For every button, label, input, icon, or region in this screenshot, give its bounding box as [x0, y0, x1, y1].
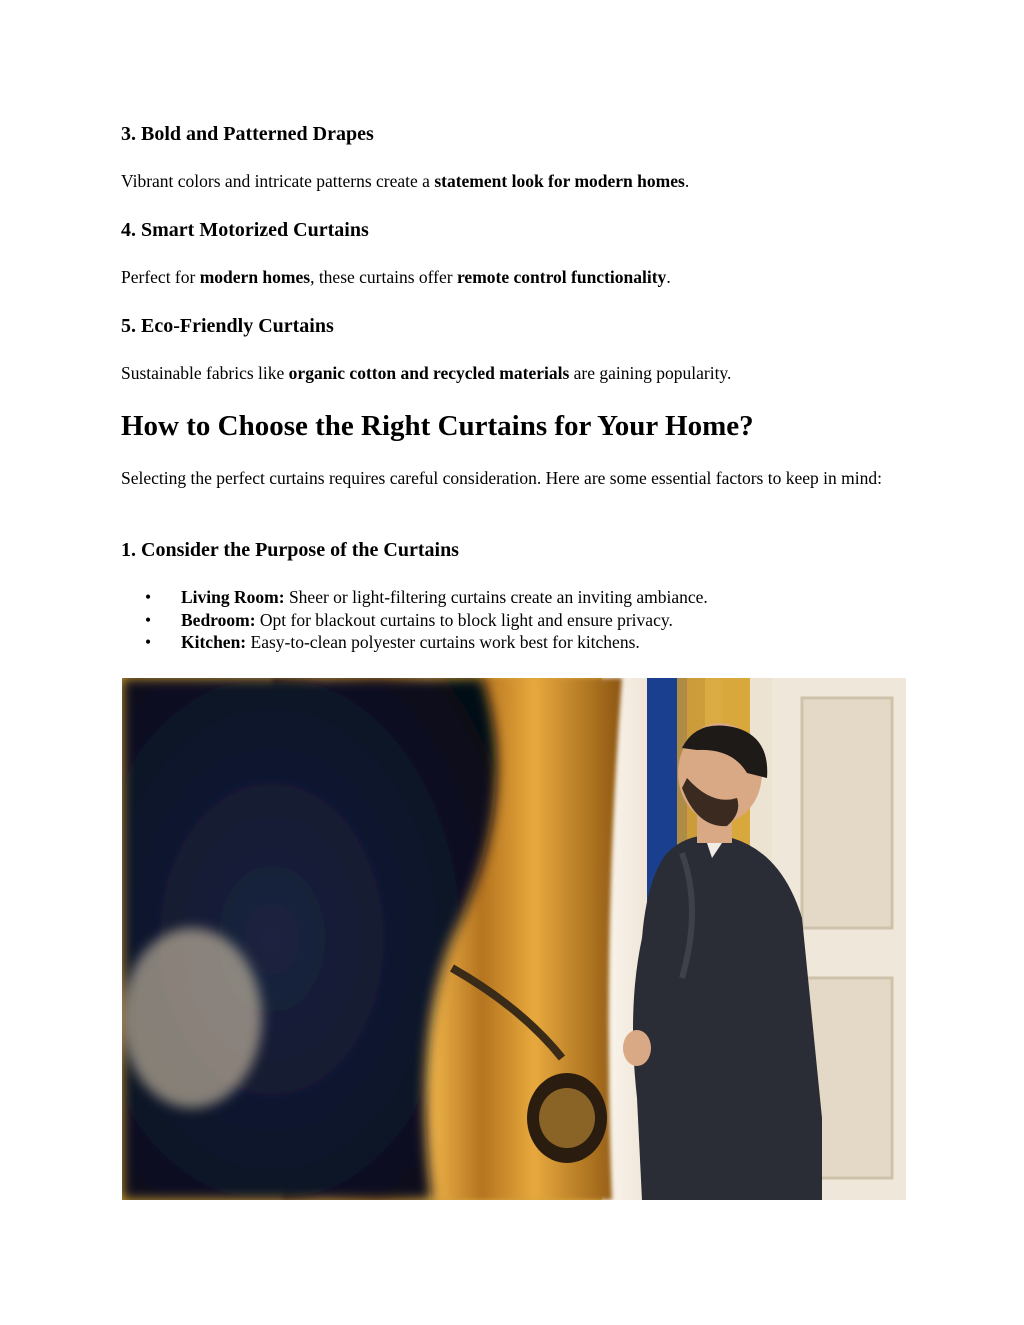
- item-text: Sheer or light-filtering curtains create an inviting ambiance.: [284, 587, 708, 607]
- bold-text: organic cotton and recycled materials: [288, 363, 570, 383]
- curtain-photo-illustration: [122, 678, 906, 1200]
- bullet-icon: •: [145, 609, 152, 630]
- bold-text: statement look for modern homes: [434, 171, 685, 191]
- heading-purpose: 1. Consider the Purpose of the Curtains: [121, 539, 459, 561]
- item-label: Living Room:: [181, 587, 285, 607]
- text-segment: .: [684, 171, 690, 191]
- section-title: How to Choose the Right Curtains for Your Home?: [121, 410, 754, 442]
- text-segment: Sustainable fabrics like: [121, 363, 289, 383]
- heading-smart-curtains: 4. Smart Motorized Curtains: [121, 219, 369, 241]
- text-segment: , these curtains offer: [310, 267, 457, 287]
- text-segment: Vibrant colors and intricate patterns create a: [121, 171, 435, 191]
- curtain-photo: [122, 678, 906, 1200]
- bold-text: remote control functionality: [456, 267, 667, 287]
- list-item: [121, 609, 708, 632]
- bold-text: modern homes: [199, 267, 311, 287]
- heading-eco-curtains: 5. Eco-Friendly Curtains: [121, 315, 334, 337]
- text-segment: .: [666, 267, 671, 287]
- item-label: Bedroom:: [181, 609, 256, 630]
- heading-bold-drapes: 3. Bold and Patterned Drapes: [121, 123, 374, 145]
- purpose-list: [121, 586, 708, 654]
- paragraph-bold-drapes: [121, 170, 891, 192]
- bullet-icon: •: [145, 587, 152, 607]
- text-segment: Perfect for: [121, 267, 200, 287]
- paragraph-eco-curtains: [121, 362, 891, 384]
- item-label: Kitchen:: [181, 632, 247, 652]
- list-item: [121, 586, 708, 609]
- item-text: Opt for blackout curtains to block light and ensure privacy.: [255, 609, 673, 630]
- list-item: [121, 631, 708, 654]
- item-text: Easy-to-clean polyester curtains work best for kitchens.: [246, 632, 640, 652]
- bullet-icon: •: [145, 632, 152, 652]
- paragraph-smart-curtains: [121, 266, 891, 288]
- paragraph-intro: Selecting the perfect curtains requires careful consideration. Here are some essential factors to keep in mind:: [121, 468, 882, 488]
- text-segment: are gaining popularity.: [569, 363, 732, 383]
